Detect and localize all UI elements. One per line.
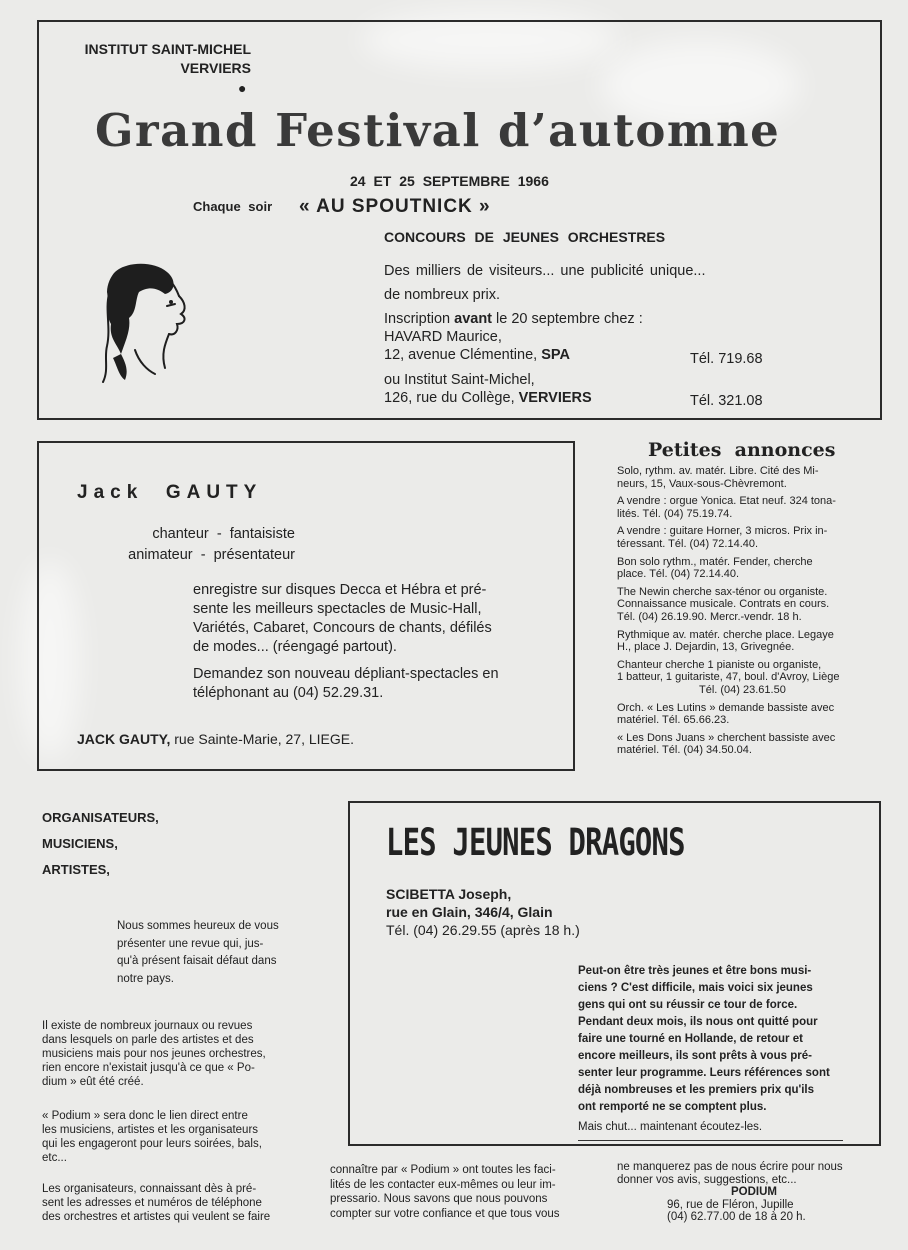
havard-name: HAVARD Maurice, <box>384 329 502 345</box>
annonce-8: Orch. « Les Lutins » demande bassiste avec matériel. Tél. 65.66.23. <box>617 701 835 727</box>
details-line2: de nombreux prix. <box>384 287 501 303</box>
podium-name: PODIUM <box>731 1186 777 1198</box>
each-evening: Chaque soir <box>193 199 273 214</box>
venue-name: « AU SPOUTNICK » <box>299 196 491 217</box>
bullet-dot: ● <box>238 80 247 96</box>
audience-headings <box>42 805 159 883</box>
gauty-address: JACK GAUTY, rue Sainte-Marie, 27, LIEGE. <box>77 731 354 747</box>
inscription-bold: avant <box>454 311 493 327</box>
festival-title: Grand Festival d’automne <box>95 104 781 157</box>
festival-details <box>384 262 784 407</box>
dragons-contact-tel: Tél. (04) 26.29.55 (après 18 h.) <box>386 922 580 938</box>
dragons-title: LES JEUNES DRAGONS <box>386 821 685 864</box>
or-institute: ou Institut Saint-Michel, <box>384 372 535 388</box>
dragons-contact-name: SCIBETTA Joseph, <box>386 886 512 902</box>
annonce-1: Solo, rythm. av. matér. Libre. Cité des Mi- neurs, 15, Vaux-sous-Chèvremont. <box>617 465 819 490</box>
annonce-4: Bon solo rythm., matér. Fender, cherche place. Tél. (04) 72.14.40. <box>617 555 813 581</box>
tel-spa: Tél. 719.68 <box>690 351 763 367</box>
verviers-address: 126, rue du Collège, VERVIERS <box>384 390 592 406</box>
heading-artistes: ARTISTES, <box>42 862 110 877</box>
gauty-role1: chanteur - fantaisiste <box>152 526 295 542</box>
contest-heading: CONCOURS DE JEUNES ORCHESTRES <box>384 229 666 245</box>
dragons-contact-address: rue en Glain, 346/4, Glain <box>386 904 553 920</box>
tel-verviers: Tél. 321.08 <box>690 393 763 409</box>
spa-address: 12, avenue Clémentine, SPA <box>384 347 570 363</box>
annonce-2: A vendre : orgue Yonica. Etat neuf. 324 tona- lités. Tél. (04) 75.19.74. <box>617 495 836 520</box>
podium-paragraph-1: Il existe de nombreux journaux ou revues dans lesquels on parle des artistes et des musiciens mais pour nos jeunes orchestres, rien encore n'existait jusqu'à ce que « Po- dium » eût été créé. <box>42 1020 266 1088</box>
institute-line1: INSTITUT SAINT-MICHEL <box>84 41 251 57</box>
gauty-contact-l1: Demandez son nouveau dépliant-spectacles en <box>193 666 499 682</box>
bottom-right-text: ne manquerez pas de nous écrire pour nous donner vos avis, suggestions, etc... PODIUM 96, rue de Fléron, Jupille (04) 62.77.00 de 18 à 20 h. <box>617 1161 889 1224</box>
podium-address: 96, rue de Fléron, Jupille <box>667 1198 794 1211</box>
annonce-5: The Newin cherche sax-ténor ou organiste. Connaissance musicale. Contrats en cours. Tél. (04) 26.19.90. Mercr.-vendr. 18 h. <box>617 585 830 623</box>
intro-paragraph: Nous sommes heureux de vous présenter une revue qui, jus- qu'à présent faisait défaut dans notre pays. <box>117 920 279 985</box>
dragons-last-line: Mais chut... maintenant écoutez-les. <box>578 1121 763 1133</box>
gauty-roles <box>80 524 295 566</box>
details-line1: Des milliers de visiteurs... une publicité unique... <box>384 263 706 279</box>
inscription-line: Inscription avant le 20 septembre chez : <box>384 311 643 327</box>
gauty-name: Jack GAUTY <box>77 482 263 503</box>
dragons-contact <box>386 885 580 939</box>
annonce-7: Chanteur cherche 1 pianiste ou organiste, 1 batteur, 1 guitariste, 47, boul. d'Avroy, Liège Tél. (04) 23.61.50 <box>617 658 840 696</box>
dragons-rule <box>578 1140 843 1141</box>
festival-dates: 24 ET 25 SEPTEMBRE 1966 <box>350 173 549 189</box>
podium-tel: (04) 62.77.00 de 18 à 20 h. <box>667 1211 806 1223</box>
annonce-3: A vendre : guitare Horner, 3 micros. Prix in- téressant. Tél. (04) 72.14.40. <box>617 525 828 550</box>
annonces-list <box>617 465 885 762</box>
annonce-9: « Les Dons Juans » cherchent bassiste avec matériel. Tél. (04) 34.50.04. <box>617 731 836 757</box>
gauty-role2: animateur - présentateur <box>128 547 295 563</box>
institute-line2: VERVIERS <box>180 60 251 76</box>
caricature-drawing <box>95 258 195 393</box>
institute-name <box>64 40 251 78</box>
dragons-body: Peut-on être très jeunes et être bons musi- ciens ? C'est difficile, mais voici six jeunes gens qui ont su réussir ce tour de force. Pendant deux mois, ils nous ont quitté pour faire une tourné en Hollande, de retour et encore meilleurs, ils sont prêts à vous pré- senter leur programme. Leurs références sont déjà nombreuses et les premiers prix qu'ils ont remporté ne se comptent plus. <box>578 965 830 1113</box>
heading-organisateurs: ORGANISATEURS, <box>42 810 159 825</box>
bottom-middle-text: connaître par « Podium » ont toutes les faci- lités de les contacter eux-mêmes ou leur im- pressario. Nous savons que nous pouvons compter sur votre confiance et que tous vous <box>330 1164 560 1220</box>
gauty-description: enregistre sur disques Decca et Hébra et pré- sente les meilleurs spectacles de Music-Hall, Variétés, Cabaret, Concours de chants, défilés de modes... (réengagé partout). Demandez son nouveau dépliant-spectacles en téléphonant au (04) 52.29.31. <box>193 581 540 703</box>
gauty-contact-l2: téléphonant au (04) 52.29.31. <box>193 685 384 701</box>
heading-musiciens: MUSICIENS, <box>42 836 118 851</box>
podium-paragraph-3: Les organisateurs, connaissant dès à pré- sent les adresses et numéros de téléphone des orchestres et artistes qui veulent se faire <box>42 1183 271 1223</box>
podium-paragraph-2: « Podium » sera donc le lien direct entre les musiciens, artistes et les organisateurs qui les engageront pour leurs soirées, bals, etc... <box>42 1110 262 1164</box>
annonces-title: Petites annonces <box>648 439 836 461</box>
annonce-6: Rythmique av. matér. cherche place. Legaye H., place J. Dejardin, 13, Grivegnée. <box>617 628 834 654</box>
